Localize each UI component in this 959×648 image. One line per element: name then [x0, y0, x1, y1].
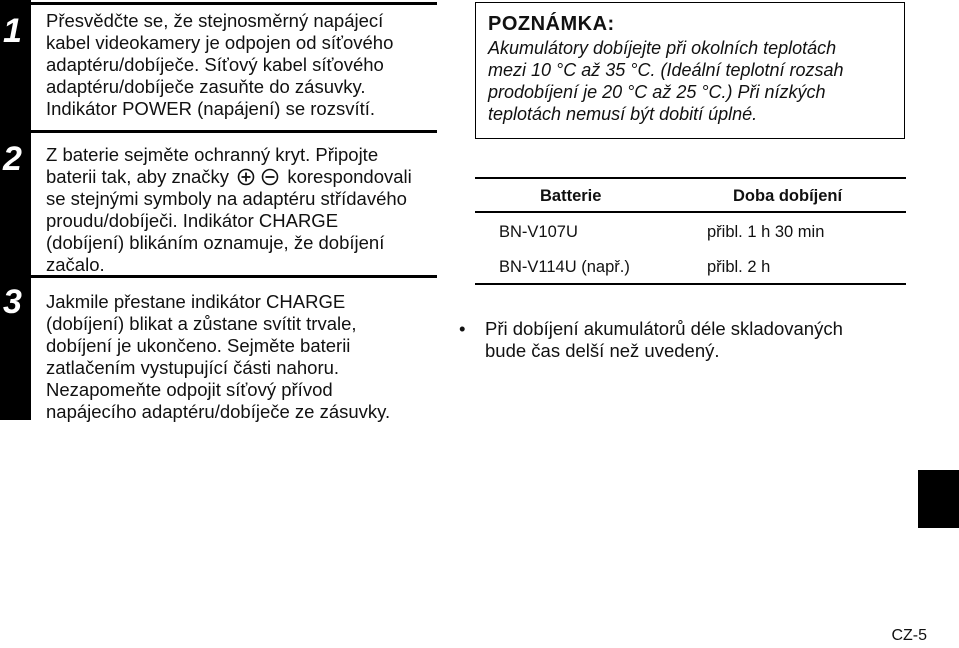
table-row-1-time: přibl. 1 h 30 min [707, 223, 825, 241]
step-3-rule [31, 275, 437, 278]
bullet-text: Při dobíjení akumulátorů déle skladovaných bude čas delší než uvedený. [485, 318, 843, 361]
table-row-2-time: přibl. 2 h [707, 258, 771, 276]
step-3-text: Jakmile přestane indikátor CHARGE (dobíjení) blikat a zůstane svítit trvale, dobíjení je ukončeno. Sejměte baterii zatlačením vystupující části nahoru. Nezapomeňte odpojit síťový přívod napájecího adaptéru/dobíječe ze zásuvky. [46, 291, 391, 422]
step-sidebar [0, 0, 31, 420]
step-1-rule [31, 2, 437, 5]
table-header-battery: Batterie [540, 187, 602, 205]
plus-circle-icon [237, 168, 255, 186]
section-tab-marker [918, 470, 959, 528]
step-2-line-2 [46, 166, 438, 188]
table-header-rule [475, 211, 906, 213]
step-2-rest: se stejnými symboly na adaptéru střídavého proudu/dobíječi. Indikátor CHARGE (dobíjení) blikáním oznamuje, že dobíjení začalo. [46, 188, 407, 275]
step-2-line-2a: baterii tak, aby značky [46, 166, 230, 187]
step-number-2: 2 [3, 140, 22, 178]
note-title: POZNÁMKA: [488, 13, 615, 35]
step-2-line-1: Z baterie sejměte ochranný kryt. Připojte [46, 144, 379, 165]
table-row-1-battery: BN-V107U [499, 223, 578, 241]
table-row-2-battery: BN-V114U (např.) [499, 258, 630, 276]
table-bottom-rule [475, 283, 906, 285]
step-2-rule [31, 130, 437, 133]
bullet-symbol: • [459, 318, 466, 339]
minus-circle-icon [261, 168, 279, 186]
step-number-3: 3 [3, 283, 22, 321]
table-top-rule [475, 177, 906, 179]
step-1-text: Přesvědčte se, že stejnosměrný napájecí kabel videokamery je odpojen od síťového adaptéru/dobíječe. Síťový kabel síťového adaptéru/dobíječe zasuňte do zásuvky. Indikátor POWER (napájení) se rozsvítí. [46, 10, 394, 119]
page-number: CZ-5 [891, 627, 927, 644]
note-body: Akumulátory dobíjejte při okolních teplotách mezi 10 °C až 35 °C. (Ideální teplotní rozsah prodobíjení je 20 °C až 25 °C.) Při nízkých teplotách nemusí být dobití úplné. [488, 38, 844, 124]
step-number-1: 1 [3, 12, 22, 50]
table-header-charge-time: Doba dobíjení [733, 187, 843, 205]
step-2-text [46, 144, 438, 276]
note-box [475, 2, 905, 139]
step-2-line-2b: korespondovali [287, 166, 412, 187]
